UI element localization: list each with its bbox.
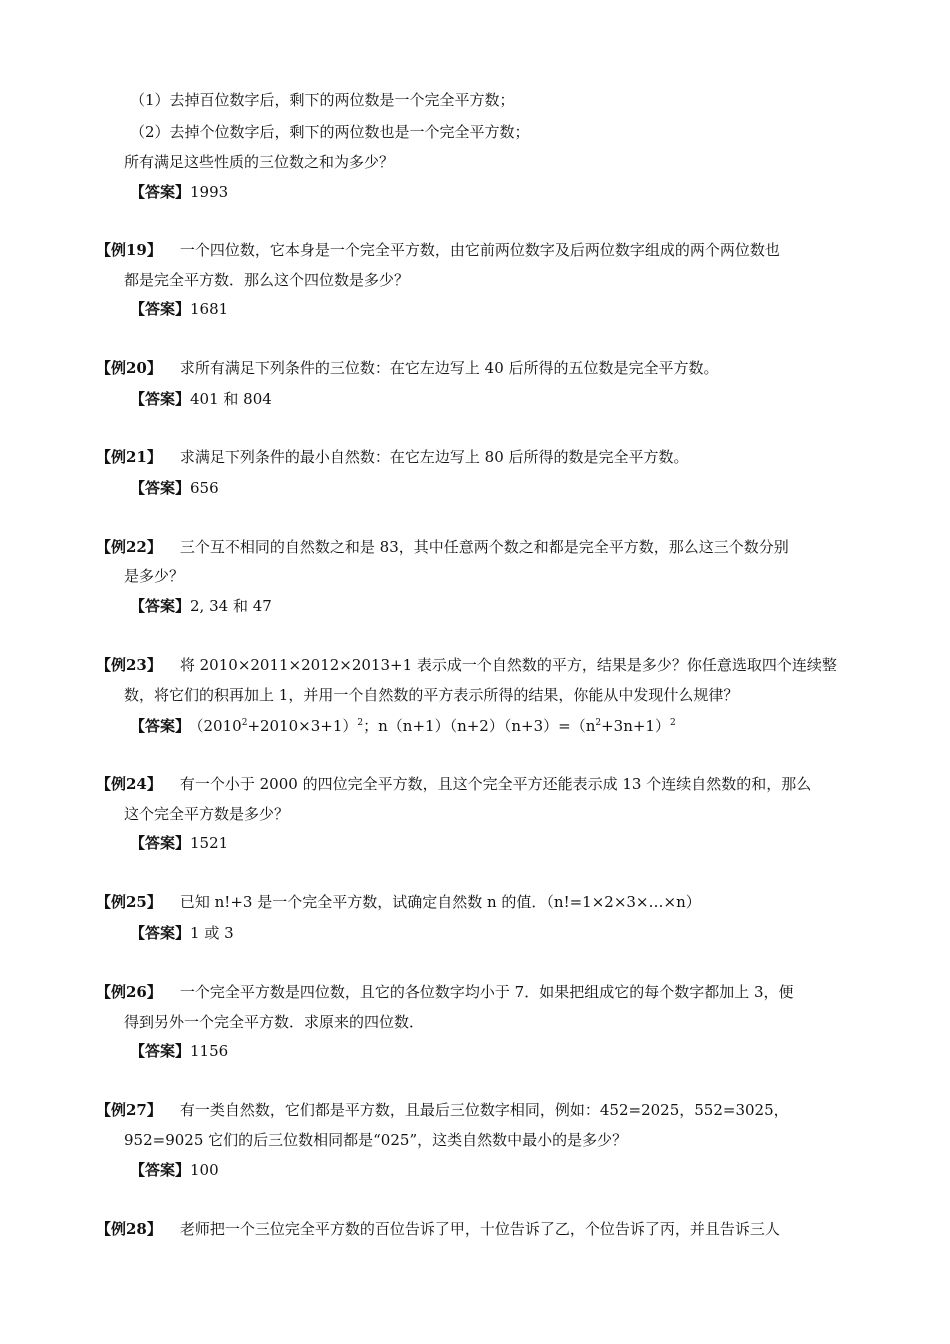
answer-value: 401 和 804: [190, 390, 272, 408]
example-text: 求所有满足下列条件的三位数：在它左边写上 40 后所得的五位数是完全平方数。: [179, 359, 719, 377]
intro-answer: [130, 182, 228, 202]
example-text: 三个互不相同的自然数之和是 83，其中任意两个数之和都是完全平方数，那么这三个数分别: [179, 538, 789, 556]
example-20: [96, 358, 719, 378]
answer-value: 1 或 3: [190, 924, 234, 942]
answer-label: 【答案】: [130, 183, 191, 201]
example-23-line2: 数，将它们的积再加上 1，并用一个自然数的平方表示所得的结果，你能从中发现什么规律？: [124, 686, 739, 704]
example-text: 已知 n!+3 是一个完全平方数，试确定自然数 n 的值．（n!=1×2×3×…×n）: [179, 893, 701, 911]
answer-label: 【答案】: [130, 717, 191, 735]
example-label: 【例27】: [96, 1101, 162, 1119]
exponent: 2: [595, 718, 602, 728]
intro-question: 所有满足这些性质的三位数之和为多少？: [124, 153, 395, 171]
example-28: [96, 1219, 780, 1239]
answer-value: 2, 34 和 47: [190, 597, 272, 615]
example-label: 【例23】: [96, 656, 162, 674]
example-label: 【例19】: [96, 241, 162, 259]
answer-part: +2010×3+1）: [247, 717, 358, 735]
example-26-line2: 得到另外一个完全平方数．求原来的四位数．: [124, 1013, 425, 1031]
answer-label: 【答案】: [130, 300, 191, 318]
example-20-answer: [130, 389, 272, 409]
answer-value: 656: [190, 479, 219, 497]
example-label: 【例20】: [96, 359, 162, 377]
example-26-answer: [130, 1041, 228, 1061]
example-22-line2: 是多少？: [124, 567, 185, 585]
example-text: 一个四位数，它本身是一个完全平方数，由它前两位数字及后两位数字组成的两个两位数也: [179, 241, 780, 259]
answer-part: ；n（n+1）（n+2）（n+3）=（n: [363, 717, 596, 735]
example-23: [96, 655, 837, 675]
example-label: 【例28】: [96, 1220, 162, 1238]
example-22: [96, 537, 789, 557]
example-text: 有一个小于 2000 的四位完全平方数，且这个完全平方还能表示成 13 个连续自然数的和，那么: [179, 775, 812, 793]
example-21-answer: [130, 478, 219, 498]
example-label: 【例22】: [96, 538, 162, 556]
example-24-line2: 这个完全平方数是多少？: [124, 805, 290, 823]
answer-part: +3n+1）: [601, 717, 670, 735]
example-22-answer: [130, 596, 272, 616]
answer-value: 1681: [190, 300, 229, 318]
example-21: [96, 447, 689, 467]
answer-value: 1156: [190, 1042, 229, 1060]
answer-label: 【答案】: [130, 390, 191, 408]
exponent: 2: [357, 718, 364, 728]
answer-label: 【答案】: [130, 479, 191, 497]
condition-1: （1）去掉百位数字后，剩下的两位数是一个完全平方数；: [130, 91, 515, 109]
example-27-line2: 952=9025 它们的后三位数相同都是“025”，这类自然数中最小的是多少？: [124, 1131, 628, 1149]
example-label: 【例21】: [96, 448, 162, 466]
exponent: 2: [241, 718, 248, 728]
answer-label: 【答案】: [130, 1042, 191, 1060]
example-label: 【例24】: [96, 775, 162, 793]
exponent: 2: [669, 718, 676, 728]
example-text: 老师把一个三位完全平方数的百位告诉了甲，十位告诉了乙，个位告诉了丙，并且告诉三人: [179, 1220, 780, 1238]
example-label: 【例25】: [96, 893, 162, 911]
answer-value: 1521: [190, 834, 229, 852]
example-25: [96, 892, 701, 912]
example-19-answer: [130, 299, 228, 319]
example-24: [96, 774, 811, 794]
example-26: [96, 982, 794, 1002]
condition-2: （2）去掉个位数字后，剩下的两位数也是一个完全平方数；: [130, 123, 530, 141]
answer-part: （2010: [196, 717, 242, 735]
example-23-answer: [130, 716, 676, 736]
example-27: [96, 1100, 789, 1120]
example-text: 求满足下列条件的最小自然数：在它左边写上 80 后所得的数是完全平方数。: [179, 448, 689, 466]
answer-value: 1993: [190, 183, 229, 201]
answer-value: 100: [190, 1161, 219, 1179]
answer-label: 【答案】: [130, 924, 191, 942]
example-19-line2: 都是完全平方数．那么这个四位数是多少？: [124, 271, 410, 289]
example-24-answer: [130, 833, 228, 853]
example-text: 将 2010×2011×2012×2013+1 表示成一个自然数的平方，结果是多少？你任意选取四个连续整: [179, 656, 837, 674]
answer-label: 【答案】: [130, 1161, 191, 1179]
example-27-answer: [130, 1160, 219, 1180]
example-text: 有一类自然数，它们都是平方数，且最后三位数字相同，例如：452=2025，552=3025，: [179, 1101, 789, 1119]
example-label: 【例26】: [96, 983, 162, 1001]
example-19: [96, 240, 780, 260]
example-text: 一个完全平方数是四位数，且它的各位数字均小于 7．如果把组成它的每个数字都加上 3，便: [179, 983, 794, 1001]
example-25-answer: [130, 923, 234, 943]
answer-label: 【答案】: [130, 597, 191, 615]
answer-label: 【答案】: [130, 834, 191, 852]
